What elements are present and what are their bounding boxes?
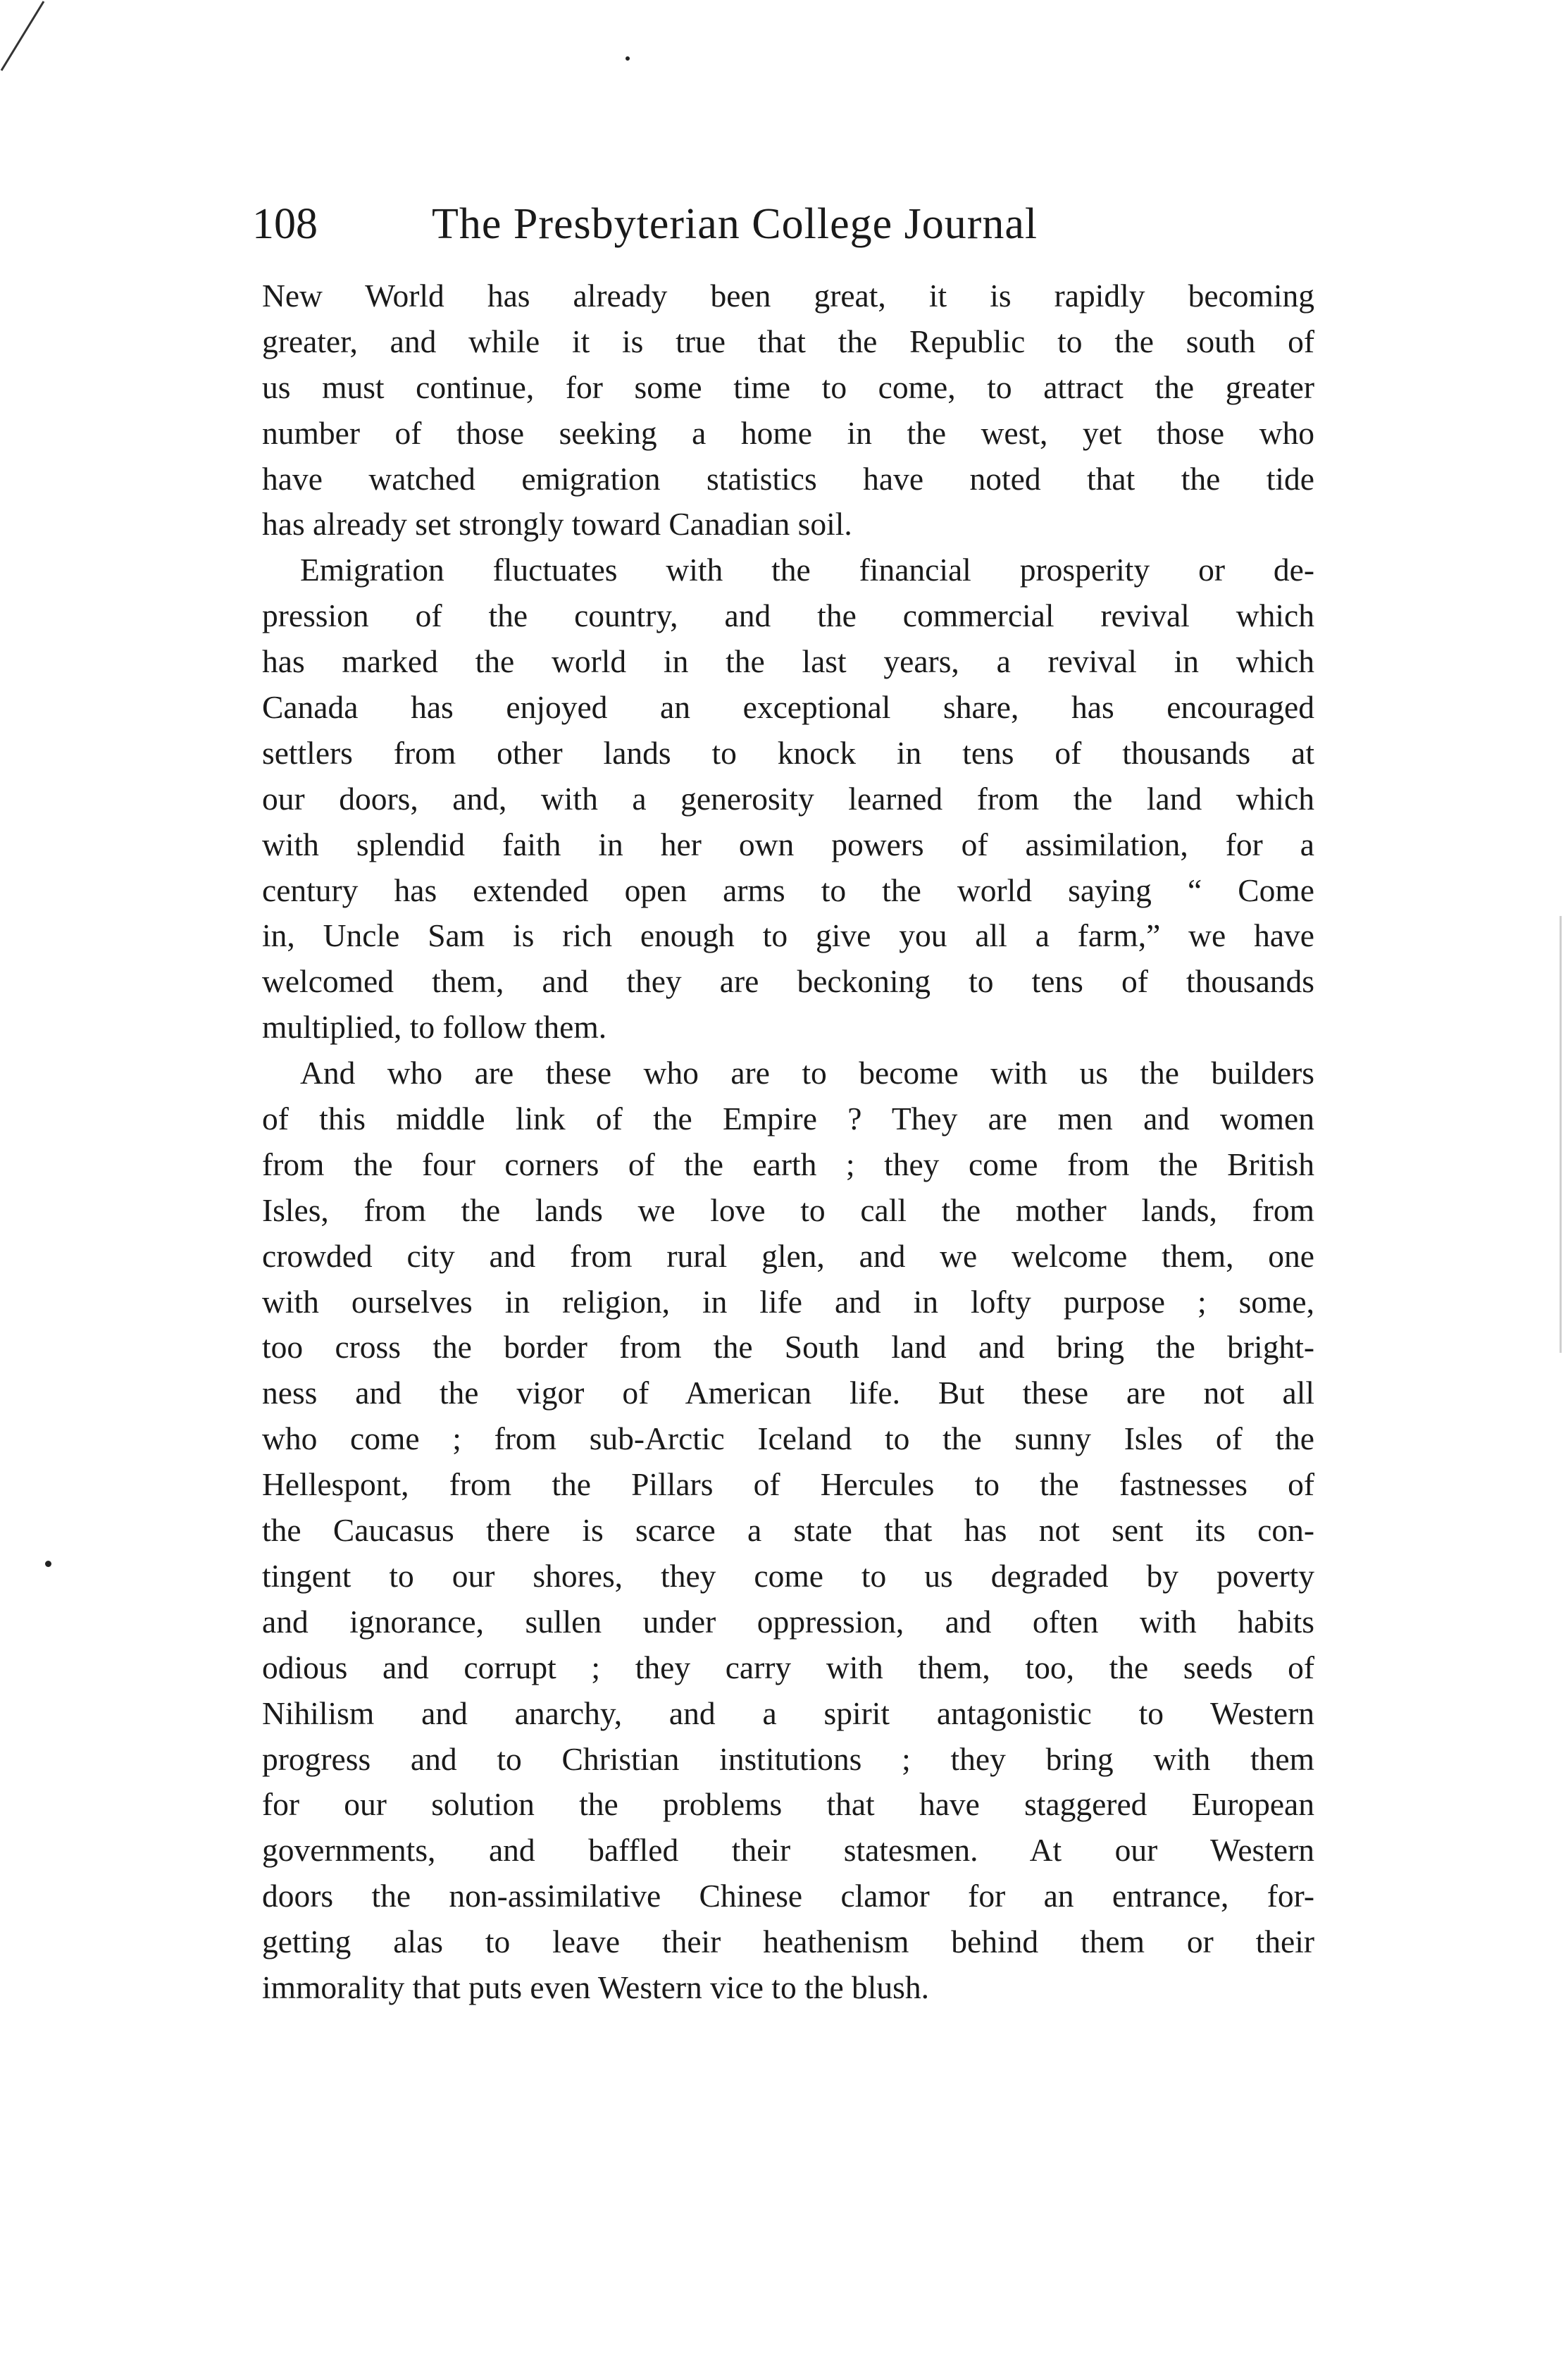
text-line: crowded city and from rural glen, and we welcome them, one xyxy=(262,1237,1314,1274)
paragraph-3 xyxy=(262,1051,1314,2011)
text-line: has already set strongly toward Canadian soil. xyxy=(262,506,852,543)
text-line: welcomed them, and they are beckoning to tens of thousands xyxy=(262,963,1314,1000)
text-line: have watched emigration statistics have noted that the tide xyxy=(262,460,1314,497)
text-line: with splendid faith in her own powers of assimilation, for a xyxy=(262,826,1314,862)
page-header xyxy=(252,196,1323,252)
text-line: Isles, from the lands we love to call the mother lands, from xyxy=(262,1191,1314,1228)
text-line: Nihilism and anarchy, and a spirit antagonistic to Western xyxy=(262,1695,1314,1731)
text-line: immorality that puts even Western vice to the blush. xyxy=(262,1969,930,2005)
corner-scratch-mark xyxy=(0,0,56,78)
text-line: from the four corners of the earth ; they come from the British xyxy=(262,1146,1314,1182)
body-text xyxy=(262,273,1314,2011)
text-line: for our solution the problems that have staggered European xyxy=(262,1786,1314,1823)
text-line: has marked the world in the last years, a revival in which xyxy=(262,643,1314,680)
dust-speck-left xyxy=(45,1561,51,1567)
dust-speck-top xyxy=(626,56,630,61)
text-line: too cross the border from the South land and bring the bright- xyxy=(262,1329,1314,1366)
text-line: multiplied, to follow them. xyxy=(262,1009,607,1046)
text-line: Hellespont, from the Pillars of Hercules to the fastnesses of xyxy=(262,1466,1314,1503)
text-line: Emigration fluctuates with the financial prosperity or de- xyxy=(300,552,1314,588)
text-line: governments, and baffled their statesmen. At our Western xyxy=(262,1832,1314,1869)
text-line: tingent to our shores, they come to us degraded by poverty xyxy=(262,1557,1314,1594)
text-line: with ourselves in religion, in life and in lofty purpose ; some, xyxy=(262,1283,1314,1320)
text-line: And who are these who are to become with us the builders xyxy=(300,1055,1314,1091)
text-line: getting alas to leave their heathenism behind them or their xyxy=(262,1924,1314,1960)
text-line: greater, and while it is true that the Republic to the south of xyxy=(262,323,1314,359)
text-line: in, Uncle Sam is rich enough to give you all a farm,” we have xyxy=(262,917,1314,954)
text-line: our doors, and, with a generosity learned from the land which xyxy=(262,780,1314,817)
text-line: ness and the vigor of American life. But these are not all xyxy=(262,1375,1314,1411)
text-line: doors the non-assimilative Chinese clamor for an entrance, for- xyxy=(262,1878,1314,1914)
text-line: pression of the country, and the commercial revival which xyxy=(262,597,1314,634)
text-line: New World has already been great, it is rapidly becoming xyxy=(262,278,1314,314)
text-line: century has extended open arms to the world saying “ Come xyxy=(262,872,1314,908)
text-line: Canada has enjoyed an exceptional share, has encouraged xyxy=(262,689,1314,726)
paragraph-2 xyxy=(262,547,1314,1051)
paragraph-1 xyxy=(262,273,1314,547)
text-line: progress and to Christian institutions ; they bring with them xyxy=(262,1740,1314,1777)
text-line: the Caucasus there is scarce a state that has not sent its con- xyxy=(262,1512,1314,1549)
text-line: of this middle link of the Empire ? They are men and women xyxy=(262,1101,1314,1137)
text-line: who come ; from sub-Arctic Iceland to the sunny Isles of the xyxy=(262,1420,1314,1457)
text-line: and ignorance, sullen under oppression, and often with habits xyxy=(262,1603,1314,1640)
page-edge-shadow xyxy=(1560,916,1562,1353)
text-line: number of those seeking a home in the west, yet those who xyxy=(262,414,1314,451)
text-line: us must continue, for some time to come, to attract the greater xyxy=(262,369,1314,405)
running-title: The Presbyterian College Journal xyxy=(432,200,1038,248)
text-line: settlers from other lands to knock in tens of thousands at xyxy=(262,734,1314,771)
text-line: odious and corrupt ; they carry with them, too, the seeds of xyxy=(262,1649,1314,1685)
page-number: 108 xyxy=(252,200,318,248)
